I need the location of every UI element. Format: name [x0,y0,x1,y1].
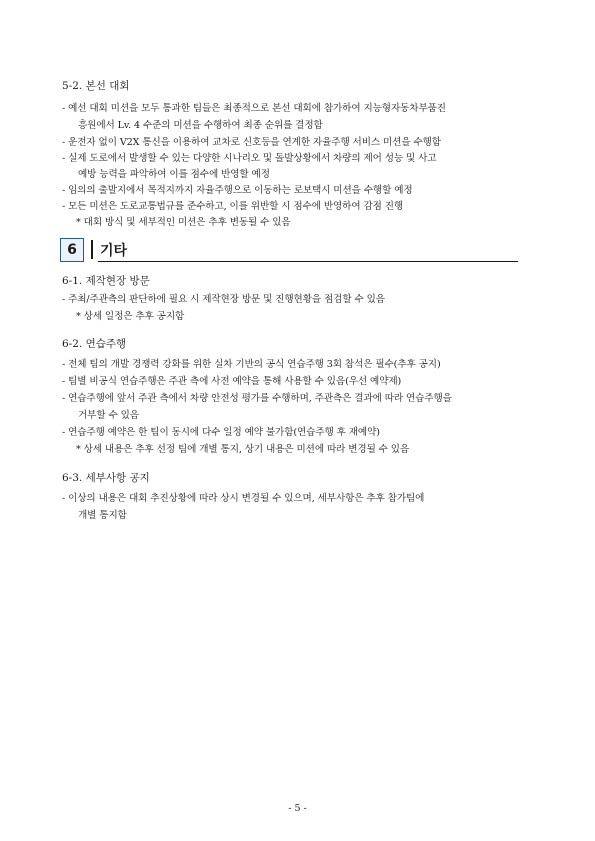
section-divider-bar [91,240,93,259]
text-line: 거부할 수 있음 [78,410,139,421]
text-line: - 전체 팀의 개발 경쟁력 강화를 위한 실차 기반의 공식 연습주행 3회 참석은 필수(추후 공지) [62,359,441,370]
text-line: - 모든 미션은 도로교통법규를 준수하고, 이를 위반할 시 점수에 반영하여 감점 진행 [62,201,404,212]
heading-6-1: 6-1. 제작현장 방문 [62,275,150,287]
text-line: - 예선 대회 미션을 모두 통과한 팀들은 최종적으로 본선 대회에 참가하여 지능형자동차부품진 [62,103,446,114]
note-line: * 대회 방식 및 세부적인 미션은 추후 변동될 수 있음 [76,217,291,228]
text-line: - 운전자 없이 V2X 통신을 이용하여 교차로 신호등을 연계한 자율주행 서비스 미션을 수행함 [62,137,441,148]
heading-6-3: 6-3. 세부사항 공지 [62,472,150,484]
heading-6-2: 6-2. 연습주행 [62,338,127,350]
note-line: * 상세 일정은 추후 공지함 [76,311,185,322]
section-heading [60,238,520,262]
text-line: - 연습주행 예약은 한 팀이 동시에 다수 일정 예약 불가함(연습주행 후 재예약) [62,427,380,438]
note-line: * 상세 내용은 추후 선정 팀에 개별 통지, 상기 내용은 미션에 따라 변경될 수 있음 [76,444,410,455]
text-line: - 임의의 출발지에서 목적지까지 자율주행으로 이동하는 로보택시 미션을 수행할 예정 [62,185,413,196]
text-line: - 연습주행에 앞서 주관 측에서 차량 안전성 평가를 수행하며, 주관측은 결과에 따라 연습주행을 [62,393,452,404]
heading-5-2: 5-2. 본선 대회 [62,80,130,92]
text-line: - 실제 도로에서 발생할 수 있는 다양한 시나리오 및 돌발상황에서 차량의 제어 성능 및 사고 [62,153,437,164]
section-number: 6 [60,238,84,262]
section-underline [98,261,518,262]
text-line: 예방 능력을 파악하여 이를 점수에 반영할 예정 [78,169,270,180]
page-number: - 5 - [288,803,307,814]
text-line: 흥원에서 Lv. 4 수준의 미션을 수행하여 최종 순위를 결정함 [78,120,323,131]
text-line: - 팀별 비공식 연습주행은 주관 측에 사전 예약을 통해 사용할 수 있음(우선 예약제) [62,376,402,387]
text-line: - 이상의 내용은 대회 추진상황에 따라 상시 변경될 수 있으며, 세부사항은 추후 참가팀에 [62,493,425,504]
section-title: 기타 [100,243,128,259]
text-line: 개별 통지함 [78,510,127,521]
text-line: - 주최/주관측의 판단하에 필요 시 제작현장 방문 및 진행현황을 점검할 수 있음 [62,294,385,305]
